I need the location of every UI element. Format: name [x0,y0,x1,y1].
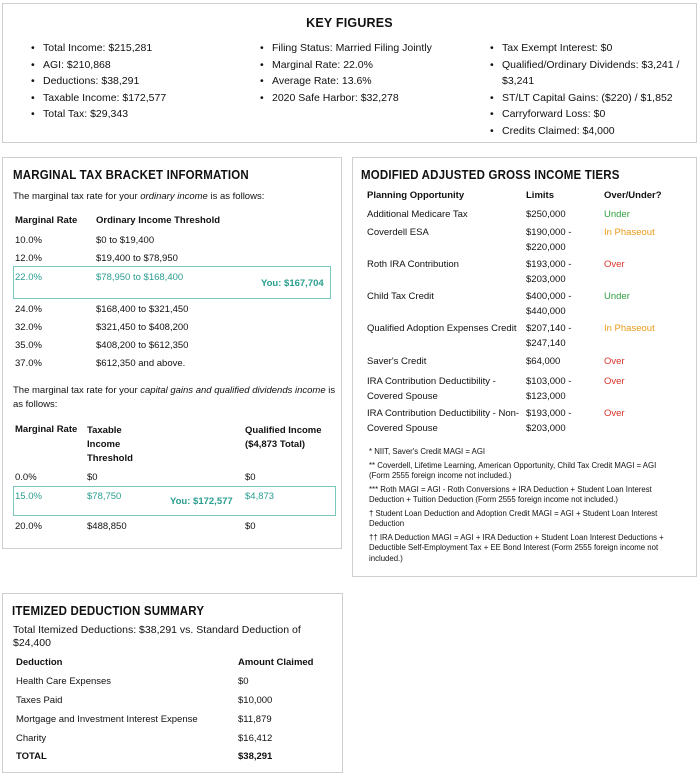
range-cell: $168,400 to $321,450 [96,304,189,315]
list-item: • Total Income: $215,281 [31,40,166,57]
header-line: ($4,873 Total) [245,439,306,450]
opportunity-name: Qualified Adoption Expenses Credit [367,323,517,334]
limit-value: $190,000 - [526,227,572,238]
limit-value: $440,000 [526,306,566,317]
status-badge: Over [604,408,625,419]
status-badge: Over [604,356,625,367]
header-marginal-rate: Marginal Rate [15,215,78,226]
summary-line: $24,400 [13,637,51,649]
status-badge: Under [604,291,630,302]
deduction-name: Taxes Paid [16,695,63,706]
limit-value: $123,000 [526,391,566,402]
opportunity-name: Coverdell ESA [367,227,429,238]
cg-threshold-cell: $78,750 [87,491,122,502]
limit-value: $203,000 [526,423,566,434]
footnote: Deduction [369,519,405,528]
deduction-name: Charity [16,733,47,744]
cg-header-qualified [245,424,322,452]
cg-rate-cell: 0.0% [15,472,37,483]
rate-cell: 35.0% [15,340,42,351]
list-item: • Carryforward Loss: $0 [490,106,679,123]
itemized-deduction-panel [2,593,343,773]
limit-value: $220,000 [526,242,566,253]
you-ordinary-marker: You: $167,704 [261,278,324,289]
opportunity-name: Additional Medicare Tax [367,209,468,220]
list-item: • 2020 Safe Harbor: $32,278 [260,90,432,107]
header-planning-opportunity: Planning Opportunity [367,190,465,201]
status-badge: In Phaseout [604,323,655,334]
header-line: Taxable [87,425,122,436]
footnote: * NIIT, Saver's Credit MAGI = AGI [369,447,486,456]
deduction-name: Health Care Expenses [16,676,112,687]
deduction-amount: $16,412 [238,733,273,744]
list-item: • Deductions: $38,291 [31,73,166,90]
list-item: • Credits Claimed: $4,000 [490,123,679,140]
limit-value: $193,000 - [526,259,572,270]
deduction-name: Mortgage and Investment Interest Expense [16,714,198,725]
rate-cell: 32.0% [15,322,42,333]
header-ordinary-threshold: Ordinary Income Threshold [96,215,221,226]
opportunity-name: Child Tax Credit [367,291,434,302]
limit-value: $250,000 [526,209,566,220]
key-figures-col2 [260,40,432,106]
marginal-intro [13,191,264,202]
deduction-amount: $11,879 [238,714,272,725]
list-item: • Taxable Income: $172,577 [31,90,166,107]
list-item: • ST/LT Capital Gains: ($220) / $1,852 [490,90,679,107]
footnote: † Student Loan Deduction and Adoption Credit MAGI = AGI + Student Loan Interest [369,508,658,518]
footnote: included.) [369,553,403,563]
range-cell: $0 to $19,400 [96,235,155,246]
list-item: • Average Rate: 13.6% [260,73,432,90]
cg-qualified-cell: $0 [245,472,256,483]
list-item: • AGI: $210,868 [31,57,166,74]
header-over-under: Over/Under? [604,190,662,201]
list-item: • Marginal Rate: 22.0% [260,57,432,74]
magi-tiers-panel [352,157,697,577]
intro-text: The marginal tax rate for your [13,385,141,396]
cg-qualified-cell: $0 [245,521,256,532]
range-cell: $408,200 to $612,350 [96,340,189,351]
range-cell: $612,350 and above. [96,358,186,369]
header-line: Income [87,439,121,450]
header-line: Threshold [87,453,133,464]
total-amount: $38,291 [238,751,273,762]
header-amount-claimed: Amount Claimed [238,657,314,668]
footnote: Deductible Self-Employment Tax + EE Bond Interest (Form 2555 foreign income not [369,543,659,552]
status-badge: Over [604,259,625,270]
intro-text: is [325,385,336,396]
header-deduction: Deduction [16,657,63,668]
limit-value: $64,000 [526,356,561,367]
range-cell: $321,450 to $408,200 [96,322,189,333]
range-cell: $19,400 to $78,950 [96,253,178,264]
cg-rate-cell: 15.0% [15,491,42,502]
key-figures-title: KEY FIGURES [306,16,393,30]
range-cell: $78,950 to $168,400 [96,272,184,283]
footnote: *** Roth MAGI = AGI - Roth Conversions + IRA Deduction + Student Loan Interest [369,484,652,494]
capital-gains-intro [13,384,338,412]
list-item: • Total Tax: $29,343 [31,106,166,123]
list-item: • Qualified/Ordinary Dividends: $3,241 / [490,57,679,74]
itemized-summary [13,624,301,650]
you-cg-marker: You: $172,577 [170,496,233,507]
rate-cell: 22.0% [15,272,42,283]
header-limits: Limits [526,190,554,201]
list-item: • Tax Exempt Interest: $0 [490,40,679,57]
marginal-bracket-panel [2,157,342,549]
intro-emphasis: capital gains and qualified dividends income [140,385,326,396]
opportunity-name: Saver's Credit [367,356,427,367]
list-item: • Filing Status: Married Filing Jointly [260,40,432,57]
deduction-amount: $10,000 [238,695,273,706]
cg-header-rate: Marginal Rate [15,424,78,435]
opportunity-name: IRA Contribution Deductibility - [367,376,496,387]
opportunity-name: Covered Spouse [367,391,438,402]
summary-line: Total Itemized Deductions: $38,291 vs. Standard Deduction of [13,624,301,636]
opportunity-name: Covered Spouse [367,423,438,434]
cg-threshold-cell: $488,850 [87,521,127,532]
limit-value: $203,000 [526,274,566,285]
limit-value: $193,000 - [526,408,572,419]
status-badge: Over [604,376,625,387]
intro-text: as follows: [13,399,58,410]
list-item-continuation [490,73,679,90]
header-line: Qualified Income [245,425,322,436]
rate-cell: 24.0% [15,304,42,315]
status-badge: In Phaseout [604,227,655,238]
footnote: Deduction + Tuition Deduction (Form 2555 foreign income not included.) [369,495,618,504]
total-label: TOTAL [16,751,47,762]
limit-value: $103,000 - [526,376,572,387]
limit-value: $400,000 - [526,291,572,302]
limit-value: $247,140 [526,338,566,349]
footnote: †† IRA Deduction MAGI = AGI + IRA Deduction + Student Loan Interest Deductions + [369,532,664,542]
cg-rate-cell: 20.0% [15,521,42,532]
list-item-text: $3,241 [502,75,535,87]
rate-cell: 37.0% [15,358,42,369]
itemized-title: ITEMIZED DEDUCTION SUMMARY [12,604,205,618]
status-badge: Under [604,209,630,220]
cg-header-taxable [87,424,133,466]
cg-qualified-cell: $4,873 [245,491,275,502]
intro-text: is as follows: [207,191,265,202]
intro-emphasis: ordinary income [140,191,208,202]
opportunity-name: Roth IRA Contribution [367,259,459,270]
rate-cell: 12.0% [15,253,42,264]
marginal-title: MARGINAL TAX BRACKET INFORMATION [13,168,249,182]
key-figures-panel [2,3,697,143]
footnote: (Form 2555 foreign income not included.) [369,471,512,480]
cg-threshold-cell: $0 [87,472,98,483]
magi-title: MODIFIED ADJUSTED GROSS INCOME TIERS [361,168,620,182]
opportunity-name: IRA Contribution Deductibility - Non- [367,408,520,419]
limit-value: $207,140 - [526,323,572,334]
key-figures-col3 [490,40,679,139]
rate-cell: 10.0% [15,235,42,246]
key-figures-col1 [31,40,166,123]
intro-text: The marginal tax rate for your [13,191,141,202]
deduction-amount: $0 [238,676,249,687]
magi-footnotes [369,447,687,564]
footnote: ** Coverdell, Lifetime Learning, American Opportunity, Child Tax Credit MAGI = AGI [369,460,657,470]
